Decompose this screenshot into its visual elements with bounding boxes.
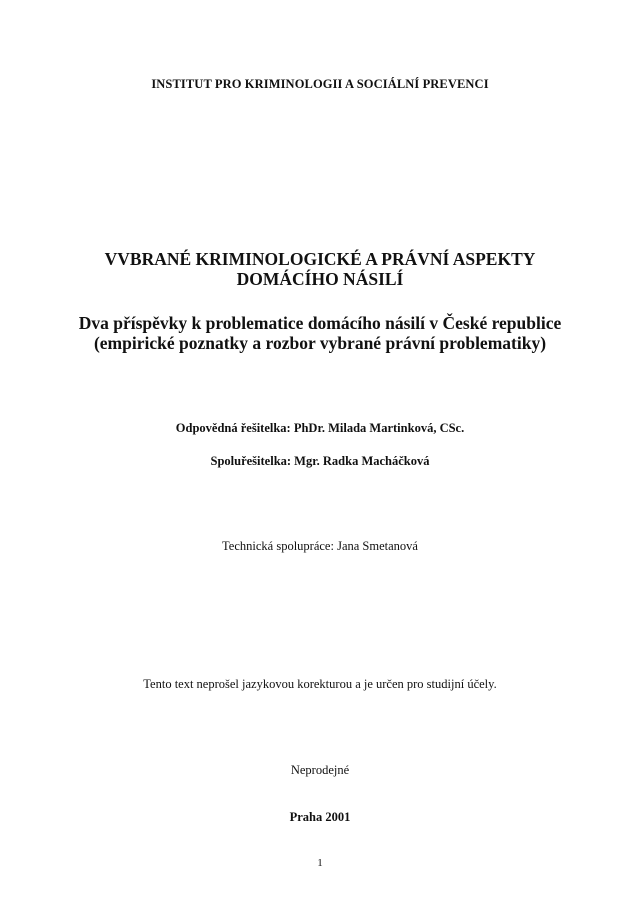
- technical-cooperation: Technická spolupráce: Jana Smetanová: [222, 539, 418, 553]
- co-researcher: Spoluřešitelka: Mgr. Radka Macháčková: [210, 454, 430, 468]
- subtitle-line-2: (empirické poznatky a rozbor vybrané právní problematiky): [93, 333, 547, 353]
- document-subtitle: [0, 313, 640, 353]
- lead-researcher: Odpovědná řešitelka: PhDr. Milada Martinková, CSc.: [175, 421, 465, 435]
- subtitle-line-1: Dva příspěvky k problematice domácího násilí v České republice: [78, 313, 562, 333]
- page-number: 1: [317, 857, 323, 869]
- institute-name: INSTITUT PRO KRIMINOLOGII A SOCIÁLNÍ PREVENCI: [151, 77, 489, 91]
- place-year: Praha 2001: [289, 810, 351, 824]
- title-line-2: DOMÁCÍHO NÁSILÍ: [236, 269, 404, 289]
- sale-notice: Neprodejné: [290, 763, 350, 777]
- title-line-1: VVBRANÉ KRIMINOLOGICKÉ A PRÁVNÍ ASPEKTY: [104, 249, 536, 269]
- document-title: [0, 249, 640, 289]
- proofreading-note: Tento text neprošel jazykovou korekturou a je určen pro studijní účely.: [143, 677, 497, 691]
